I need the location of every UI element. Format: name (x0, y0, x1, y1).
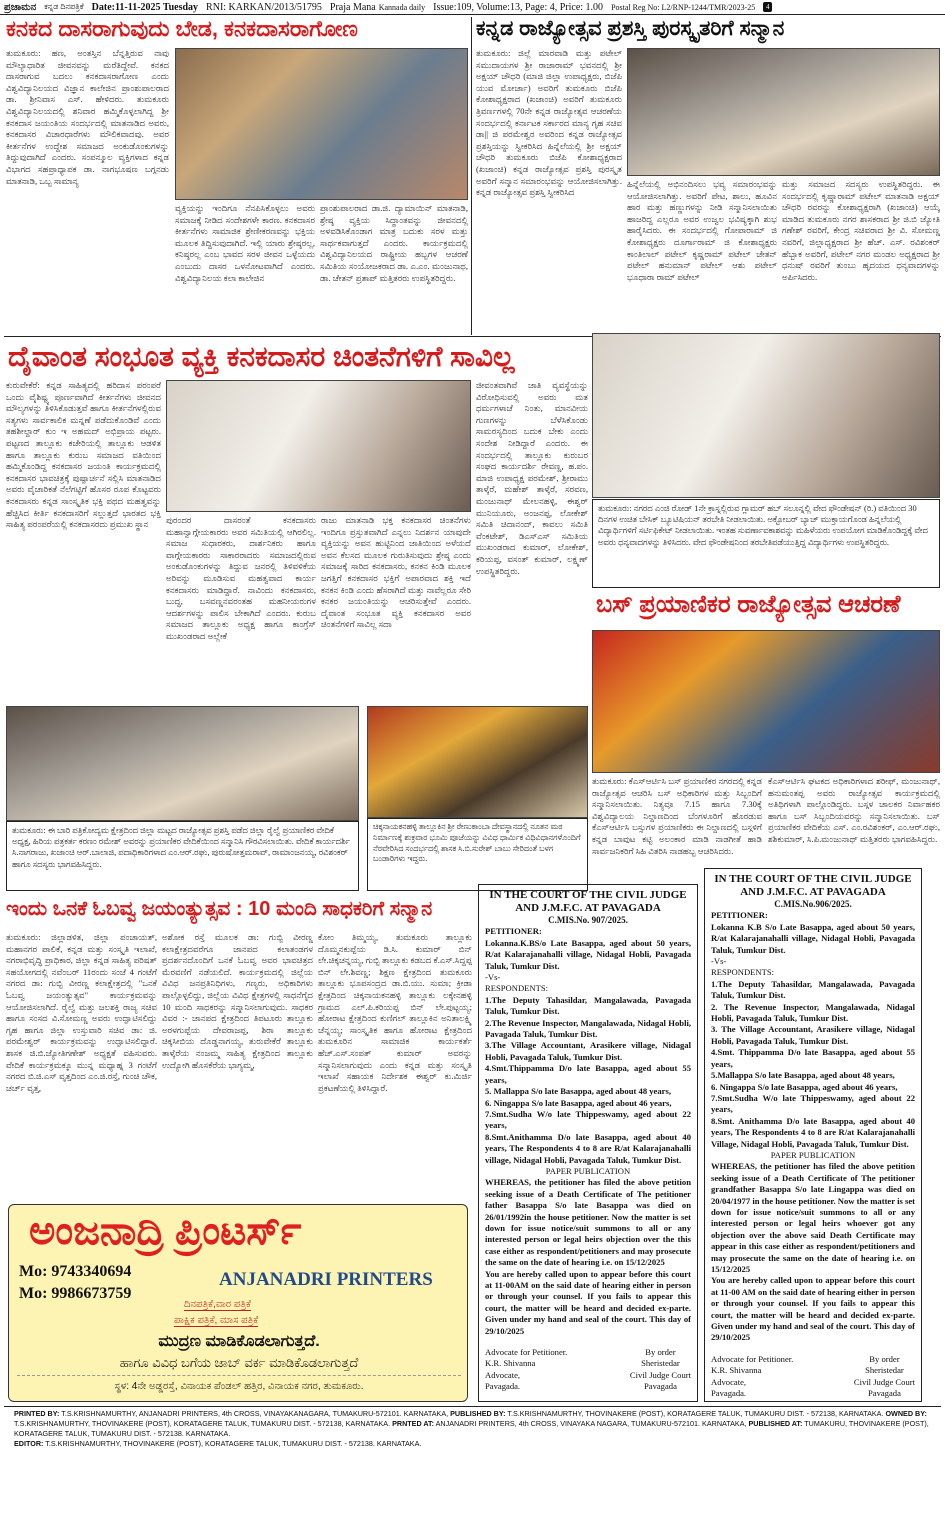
ad-line-fortnightly-monthly: ಪಾಕ್ಷಿಕ ಪತ್ರಿಕೆ, ಮಾಸ ಪತ್ರಿಕೆ (174, 1315, 259, 1326)
notice-petitioner-label: PETITIONER: (485, 926, 542, 937)
notice-respondent: 8.Smt. Anithamma D/o late Basappa, aged about 40 years, The Respondents 4 to 8 are R/at Kalarajanahalli Village, Nidagal Hobli, Pavagada Taluk, Tumkur Dist. (711, 1115, 915, 1149)
story4-headline: ಇಂದು ಒನಕೆ ಓಬವ್ವ ಜಯಂತ್ಯುತ್ಸವ : 10 ಮಂದಿ ಸಾಧಕರಿಗೆ ಸನ್ಮಾನ (6, 898, 433, 920)
notice-petitioner: Lokanna.K.BS/o Late Basappa, aged about 50 years, R/at Kalarajanahalli village, Nidagal Hobli, Pavagada Taluk, Tumkur Dist. (485, 937, 691, 971)
story3-photo (166, 380, 471, 512)
story1-col2: ವ್ಯಕ್ತಿಯನ್ನು ಇಂದಿಗೂ ನೆನಪಿಸಿಕೊಳ್ಳಲು ಅವರು ಸಮಾಜಕ್ಕೆ ನೀಡಿದ ಸಂದೇಶಗಳೇ ಕಾರಣ. ಕನಕದಾಸರ ಕೀರ್ತನೆಗಳು ಸಾಮಾಜಿಕ ಶ್ರೇಣೀಕರಣವನ್ನು ಭಕ್ತಿಯ ಮೂಲಕ ತಿದ್ದಿಸುವುದಾಗಿದೆ. ಇಲ್ಲಿ ಯಾರು ಶ್ರೇಷ್ಠರಲ್ಲ, ಕನಿಷ್ಠರಲ್ಲ ಎಂಬ ಭಾವದ ಸರಳ ಜೀವನ ಒಳ್ಳೆಯದು ಎಂಬುದು ದಾಸರ ಒಳನೋಟವಾಗಿದೆ ಎಂದರು. ವಿಶ್ವವಿದ್ಯಾನಿಲಯ ಕಲಾ ಕಾಲೇಜಿನ (175, 203, 315, 283)
notice-respondent: 1.The Deputy Tahasildar, Mangalawada, Pavagada Taluk, Tumkur Dist. (711, 978, 915, 1001)
notice-respondent: 8.Smt.Anithamma D/o late Basappa, aged about 40 years, The Respondents 4 to 8 are R/at Kalarajanahalli village, Nidagal Hobli, Pavagada Taluk, Tumkur Dist. (485, 1131, 691, 1165)
notice-by-order: By order Sheristedar Civil Judge Court Pavagada (629, 1347, 691, 1392)
footer-editor: T.S.KRISHNAMURTHY, THOVINAKERE (POST), KORATAGERE TALUK, TUMAKURU DIST. - 572138. KARNATAKA. (43, 1439, 422, 1448)
bus-col2: ಕೆಎಸ್ಆರ್ಟಿಸಿ ಘಟಕದ ಅಧಿಕಾರಿಗಳಾದ ಶರೀಫ್, ಮಂಜುನಾಥ್, ಹನುಮಂತಪ್ಪ ಅವರು ರಾಜ್ಯೋತ್ಸವ ಕಾರ್ಯಕ್ರಮದಲ್ಲಿ ಅತಿಥಿಗಳಾಗಿ ಪಾಲ್ಗೊಂಡಿದ್ದರು. ಬಸ್ಗಳ ಚಾಲಕರ ನಿರ್ವಾಹಕರ ಹಾಗೂ ಬಸ್ ಸಿಬ್ಬಂದಿಯವರನ್ನು ಸನ್ಮಾನಿಸಲಾಯಿತು. ಬಸ್ ಪ್ರಯಾಣಿಕರ ವೇದಿಕೆಯ ಎಸ್. ಎಂ.ರವಿಶಂಕರ್, ಎಂ.ಆರ್.ರಘು, ಶಶಿಕುಮಾರ್, ಸಿ.ಪಿ.ಮಂಜುನಾಥ್ ಮತ್ತಿತರರು ಭಾಗವಹಿಸಿದ್ದರು. (768, 776, 940, 844)
footer-published-label: PUBLISHED BY: (450, 1409, 506, 1418)
footer-printed-at-label: PRNTED AT: (392, 1419, 435, 1428)
notice-court-title: IN THE COURT OF THE CIVIL JUDGE AND J.M.F.C. AT PAVAGADA (489, 889, 687, 914)
footer-editor-label: EDITOR: (14, 1439, 44, 1448)
notice-respondents-label: RESPONDENTS: (711, 967, 775, 978)
notice-respondent: 4.Smt. Thippamma D/o late Basappa, aged about 55 years, (711, 1047, 915, 1069)
page-number-icon: 4 (763, 2, 772, 12)
story3-col1: ಕುರುವೇಕೆರೆ: ಕನ್ನಡ ಸಾಹಿತ್ಯದಲ್ಲಿ ಹರಿದಾಸ ಪರಂಪರೆ ಒಂದು ವೈಶಿಷ್ಟ್ಯ ಪೂರ್ಣವಾಗಿದೆ ಕೀರ್ತನೆಗಳು ಜೀವನದ ಮೌಲ್ಯಗಳನ್ನು ತಿಳಿಸಿಕೊಡುತ್ತವೆ ಹಾಗೂ ಕೀರ್ತನೆಗಳಲ್ಲಿರುವ ಸತ್ಯಗಳು ಸಾರ್ವಕಾಲಿಕ ಮನ್ನಣೆ ಪಡೆದುಕೊಂಡಿವೆ ಎಂದು ತಹಶೀಲ್ದಾರ್ ಕುಂ ಇ ಅಹಮದ್ ಅಭಿಪ್ರಾಯ ಪಟ್ಟರು. ಪಟ್ಟಣದ ತಾಲ್ಲೂಕು ಕಚೇರಿಯಲ್ಲಿ ತಾಲ್ಲೂಕು ಆಡಳಿತ ಹಾಗೂ ತಾಲ್ಲೂಕು ಕುರುಬ ಸಮಾಜದ ವತಿಯಿಂದ ಹಮ್ಮಿಕೊಂಡಿದ್ದ ಕನಕದಾಸರ ಜಯಂತಿ ಕಾರ್ಯಕ್ರಮದಲ್ಲಿ ಕನಕದಾಸರ ಭಾವಚಿತ್ರಕ್ಕೆ ಪುಷ್ಪಾರ್ಚನೆ ಸಲ್ಲಿಸಿ ಮಾತನಾಡಿದ ಅವರು ವೈಚಾರಿಕತೆ ನೆಲೆಗಟ್ಟಿಗೆ ಹೊಸರ ರೂಪ ಕೊಟ್ಟವರು ಕನಕದಾಸರು ಕನ್ನಡ ಸಾಂಸ್ಕೃತಿಕ ಭಕ್ತಿ ಪಥದ ಮಹತ್ವವನ್ನು ಹೆಚ್ಚಿಸಿದ ಕೀರ್ತಿ ಕನಕದಾಸರಿಗೆ ಸಲ್ಲುತ್ತದೆ ಭಾರತದ ಭಕ್ತಿ ಸಾಹಿತ್ಯ ಪರಂಪರೆಯಲ್ಲಿ ಕನಕದಾಸರದು ಪ್ರಮುಖ ಸ್ಥಾನ (6, 380, 161, 530)
notice-court-title: IN THE COURT OF THE CIVIL JUDGE AND J.M.F.C. AT PAVAGADA (714, 873, 912, 898)
notice-vs: -Vs- (485, 972, 501, 983)
story2-headline: ಕನ್ನಡ ರಾಜ್ಯೋತ್ಸವ ಪ್ರಶಸ್ತಿ ಪುರಸ್ಕೃತರಿಗೆ ಸನ್ಮಾನ (476, 17, 785, 40)
training-photo (592, 333, 940, 498)
ad-line-jobwork: ಹಾಗೂ ವಿವಿಧ ಬಗೆಯ ಜಾಬ್ ವರ್ಕ ಮಾಡಿಕೊಡಲಾಗುತ್ತದೆ (119, 1355, 359, 1370)
notice-respondent: 2. The Revenue Inspector, Mangalawada, Nidagal Hobli, Pavagada Taluk, Tumkur Dist. (711, 1001, 915, 1024)
story4-col2: ಅಶೋಕ ರಸ್ತೆ ಮೂಲಕ ಡಾ: ಗುಬ್ಬಿ ವೀರಣ್ಣ ಕಲಾಕ್ಷೇತ್ರದವರೆಗೂ ಜಾನಪದ ಕಲಾತಂಡಗಳ ಪ್ರದರ್ಶನದೊಂದಿಗೆ ಒನಕೆ ಓಬವ್ವ ಅವರ ಭಾವಚಿತ್ರದ ಮೆರವಣಿಗೆ ನಡೆಯಲಿದೆ. ಕಾರ್ಯಕ್ರಮದಲ್ಲಿ ಜಿಲ್ಲೆಯ ವಿವಿಧ ಜನಪ್ರತಿನಿಧಿಗಳು, ಗಣ್ಯರು, ಅಧಿಕಾರಿಗಳು ಪಾಲ್ಗೊಳ್ಳಲಿದ್ದು, ಜಿಲ್ಲೆಯ ವಿವಿಧ ಕ್ಷೇತ್ರಗಳಲ್ಲಿ ಸಾಧನೆಗೈದ 10 ಮಂದಿ ಸಾಧಕರನ್ನು ಸನ್ಮಾನಿಸಲಾಗುವುದು. ಸಾಧಕರ ವಿವರ :- ಜಾನಪದ ಕ್ಷೇತ್ರದಿಂದ ತಿಪಟೂರು ತಾಲ್ಲೂಕು ಅರಳಗುಪ್ಪೆಯ ದೇವರಾಜಪ್ಪ, ಶಿರಾ ತಾಲ್ಲೂಕು ಚಿಕ್ಕಸೀಬಿಯ ದೊಡ್ಡನಾಗಯ್ಯ, ತುರುವೇಕೆರೆ ತಾಲ್ಲೂಕು ತಾಳ್ಕೆರೆಯ ನಂಜಮ್ಮ ಸಾಹಿತ್ಯ ಕ್ಷೇತ್ರದಿಂದ ತಾಲ್ಲೂಕು ಉದ್ಯೋಗಿ ಹೊಸಕೆರೆಯ ಭಾಗ್ಯಮ್ಮ, (162, 932, 313, 1070)
notice-advocate: Advocate for Petitioner. K.R. Shivanna Advocate, Pavagada. (711, 1353, 794, 1399)
rni-number: RNI: KARKAN/2013/51795 (206, 1, 322, 13)
anjanadri-printers-ad (8, 1204, 468, 1402)
footer-printed-label: PRINTED BY: (14, 1409, 60, 1418)
notice-respondent: 7.Smt.Sudha W/o late Thippeswamy, aged about 22 years, (711, 1092, 915, 1115)
notice-respondent: 5. Mallappa S/o late Basappa, aged about 48 years, (485, 1086, 671, 1097)
footer-owned-label: OWNED BY: (885, 1409, 927, 1418)
notice-signatures (485, 1347, 691, 1393)
column-divider (471, 17, 472, 335)
story3-col3: ರಾಜು ಮಾತನಾಡಿ ಭಕ್ತ ಕನಕದಾಸರ ಚಿಂತನೆಗಳು ಇಂದಿಗೂ ಪ್ರಸ್ತುತವಾಗಿದೆ ಎನ್ನಲು ನಿದರ್ಶನ ಯಾವುದೇ ವ್ಯಕ್ತಿಯನ್ನು ಅವನ ಹುಟ್ಟಿನಿಂದ ಜಾತಿಯಿಂದ ಅಳೆಯದೆ ಅವನ ಕೆಲಸದ ಮೂಲಕ ಗುರುತಿಸುವುದು ಶ್ರೇಷ್ಠ ಎಂದು ಸಮಾಜಕ್ಕೆ ಸಾರಿದ ಕನಕದಾಸರು, ಕನಕನ ಕಿಂಡಿ ಮೂಲಕ ಜಗತ್ತಿಗೆ ಕನಕದಾಸರ ಭಕ್ತಿಗೆ ಅಪಾರವಾದ ಶಕ್ತಿ ಇದೆ ಕನಕನ ಕಿಂಡಿ ಎಂದು ಹೆಸರಾಗಿದೆ ಮತ್ತು ನಾವೆಲ್ಲರೂ ಸೇರಿ ಕನಕರ ಜಯಂತಿಯನ್ನು ಆಚರಿಸುತ್ತೇವೆ ಎಂದರು. ದೈವಾಂತ ಸಂಭೂತ ವ್ಯಕ್ತಿ ಕನಕದಾಸರ ಅವರ ಚಿಂತನೆಗಳಿಗೆ ಸಾವಿಲ್ಲ ಸದಾ (321, 515, 471, 630)
ad-address: ಸ್ಥಳ: 4ನೇ ಅಡ್ಡರಸ್ತೆ, ವಿನಾಯಕ ಪೆಂಡಲ್ ಹತ್ತಿರ, ವಿನಾಯಕ ನಗರ, ತುಮಕೂರು. (114, 1381, 364, 1392)
story4-col1: ತುಮಕೂರು: ಜಿಲ್ಲಾಡಳಿತ, ಜಿಲ್ಲಾ ಪಂಚಾಯತ್, ಮಹಾನಗರ ಪಾಲಿಕೆ, ಕನ್ನಡ ಮತ್ತು ಸಂಸ್ಕೃತಿ ಇಲಾಖೆ, ನಗರಾಭಿವೃದ್ಧಿ ಪ್ರಾಧಿಕಾರ, ಜಿಲ್ಲಾ ಕನ್ನಡ ಸಾಹಿತ್ಯ ಪರಿಷತ್ ಸಹಯೋಗದಲ್ಲಿ ನವೆಂಬರ್ 11ರಂದು ಸಂಜೆ 4 ಗಂಟೆಗೆ ನಗರದ ಡಾ: ಗುಬ್ಬಿ ವೀರಣ್ಣ ಕಲಾಕ್ಷೇತ್ರದಲ್ಲಿ "ಒನಕೆ ಓಬವ್ವ ಜಯಂತ್ಯುತ್ಸವ" ಕಾರ್ಯಕ್ರಮವನ್ನು ಆಯೋಜಿಸಲಾಗಿದೆ. ರೈಲ್ವೆ ಮತ್ತು ಜಲಶಕ್ತಿ ರಾಜ್ಯ ಸಚಿವ ಹಾಗೂ ಸಂಸದ ವಿ.ಸೋಮಣ್ಣ ಅವರು ಉದ್ಘಾಟಿಸಲಿದ್ದು ಗೃಹ ಹಾಗೂ ಜಿಲ್ಲಾ ಉಸ್ತುವಾರಿ ಸಚಿವ ಡಾ: ಜಿ. ಪರಮೇಶ್ವರ್ ಕಾರ್ಯಕ್ರಮವನ್ನು ಉದ್ಘಾಟಿಸಲಿದ್ದಾರೆ. ಶಾಸಕ ಜಿ.ಬಿ.ಜ್ಯೋತಿಗಣೇಶ್ ಅಧ್ಯಕ್ಷತೆ ವಹಿಸುವರು. ವೇದಿಕೆ ಕಾರ್ಯಕ್ರಮಕ್ಕೂ ಮುನ್ನ ಮಧ್ಯಾಹ್ನ 3 ಗಂಟೆಗೆ ನಗರದ ಬಿ.ಜಿ.ಎಸ್ ವೃತ್ತದಿಂದ ಎಂ.ಜಿ.ರಸ್ತೆ, ಗುಂಚಿ ಚೌಕ, ಚರ್ಚ್ ವೃತ್ತ, (6, 932, 157, 1093)
issue-date: Date:11-11-2025 Tuesday (91, 1, 199, 13)
notice-petitioner-label: PETITIONER: (711, 910, 768, 921)
bus-headline: ಬಸ್ ಪ್ರಯಾಣಿಕರ ರಾಜ್ಯೋತ್ಸವ ಆಚರಣೆ (596, 592, 901, 618)
story4-col3: ಕೋಂ ತಿಮ್ಮಯ್ಯ, ತುಮಕೂರು ತಾಲ್ಲೂಕು ದೊಮ್ಮನಕುಪ್ಪೆಯ ಡಿ.ಸಿ. ಕುಮಾರ್ ಬಿನ್ ಲೇ.ಚಿಕ್ಕಚನ್ನಯ್ಯ, ಗುಬ್ಬಿ ತಾಲ್ಲೂಕು ಕಡಬದ ಕೆ.ಎಸ್.ಸಿದ್ದಪ್ಪ ಬಿನ್ ಲೇ.ಶಿವಣ್ಣ; ಶಿಕ್ಷಣ ಕ್ಷೇತ್ರದಿಂದ ತುಮಕೂರು ತಾಲ್ಲೂಕು ಭೂಪಸಂದ್ರದ ಡಾ.ಬಿ.ಯು. ಸುಮಾ; ಕ್ರೀಡಾ ಕ್ಷೇತ್ರದಿಂದ ಚಿಕ್ಕನಾಯಕನಹಳ್ಳಿ ತಾಲ್ಲೂಕು ಲಕ್ಕೇನಹಳ್ಳಿ ಗ್ರಾಮದ ಎಲ್.ಪಿ.ಕರಿಯಪ್ಪ ಬಿನ್ ಲೇ.ಪುಟ್ಟಯ್ಯ; ಹೋರಾಟ ಕ್ಷೇತ್ರದಿಂದ ಕುಣಿಗಲ್ ತಾಲ್ಲೂಕಿನ ಅನಿತಾಲಕ್ಷ್ಮಿ ಚೆನ್ನಯ್ಯ; ಸಾಂಸ್ಕೃತಿಕ ಹಾಗೂ ಹೋರಾಟ ಕ್ಷೇತ್ರದಿಂದ ತುಮಕೂರಿನ ಸಾಮಾಜಿಕ ಕಾರ್ಯಕರ್ತೆ ಹೆಚ್.ಎಸ್.ಸಂಪತ್ ಕುಮಾರ್ ಅವರನ್ನು ಸನ್ಮಾನಿಸಲಾಗುವುದು ಎಂದು ಕನ್ನಡ ಮತ್ತು ಸಂಸ್ಕೃತಿ ಇಲಾಖೆ ಸಹಾಯಕ ನಿರ್ದೇಶಕ ಈಶ್ವರ್ ಕು.ಮಿರ್ಜಿ ಪ್ರಕಟಣೆಯಲ್ಲಿ ತಿಳಿಸಿದ್ದಾರೆ. (318, 932, 472, 1093)
story2-col1: ತುಮಕೂರು: ಜಿಲ್ಲೆ ಮಾರವಾಡಿ ಮತ್ತು ಪಟೇಲ್ ಸಮುದಾಯಗಳ ಶ್ರೀ ರಾಜಾರಾಮ್ ಭವನದಲ್ಲಿ ಶ್ರೀ ಅಕ್ಷಯ್ ಚೌಧರಿ (ಮಾಜಿ ಜಿಲ್ಲಾ ಉಪಾಧ್ಯಕ್ಷರು, ಬಿಜೆಪಿ ಯುವ ಮೋರ್ಚಾ) ಅವರಿಗೆ ತುಮಕೂರು ಬಿಜೆಪಿ ಕೋಶಾಧ್ಯಕ್ಷರಾದ (ಖಜಾಂಚಿ) ಅವರಿಗೆ ತುಮಕೂರು ತ್ರಿವರ್ಣಗಳಲ್ಲಿ 70ನೇ ಕನ್ನಡ ರಾಜ್ಯೋತ್ಸವ ಆಚರಣೆಯ ಸಂದರ್ಭದಲ್ಲಿ ಕರ್ನಾಟಕ ಸರ್ಕಾರದ ಮಾನ್ಯ ಗೃಹ ಸಚಿವ ಡಾ|| ಜಿ ಪರಮೇಶ್ವರ ಅವರಿಂದ ಕನ್ನಡ ರಾಜ್ಯೋತ್ಸವ ಪ್ರಶಸ್ತಿಯನ್ನು ಸ್ವೀಕರಿಸಿದ ಹಿನ್ನೆಲೆಯಲ್ಲಿ ಶ್ರೀ ಅಕ್ಷಯ್ ಚೌಧರಿ ತುಮಕೂರು ಬಿಜೆಪಿ ಕೋಶಾಧ್ಯಕ್ಷರಾದ (ಖಜಾಂಚಿ) ಕನ್ನಡ ರಾಜ್ಯೋತ್ಸವ ಪ್ರಶಸ್ತಿ ಪುರಸ್ಕೃತ ಅವರಿಗೆ ಸನ್ಮಾನ ಸಮಾರಂಭವನ್ನು ಆಯೋಜಿಸಲಾಗಿತ್ತು. ಕನ್ನಡ ರಾಜ್ಯೋತ್ಸವ ಪ್ರಶಸ್ತಿ ಸ್ವೀಕರಿಸಿದ (476, 48, 622, 198)
paper-name: Praja Mana (329, 1, 376, 13)
notice-case-number: C.MIS.No.906/2025. (774, 899, 852, 909)
footer-printed: T.S.KRISHNAMURTHY, ANJANADRI PRINTERS, 4th CROSS, VINAYAKANAGARA, TUMAKURU-572101. KARNATAKA, (59, 1409, 451, 1418)
notice-respondent: 6. Ningappa S/o late Basappa, aged about 46 years, (711, 1081, 898, 1092)
notice-publication-label: PAPER PUBLICATION (770, 1149, 856, 1160)
footer-published-at: TUMAKURU, THOVINAKERE (POST), KORATAGERE TALUK, TUMAKURU DIST. - 572138. KARNATAKA. (14, 1419, 929, 1438)
ad-line-printing: ಮುದ್ರಣ ಮಾಡಿಕೊಡಲಾಗುತ್ತದೆ. (158, 1333, 320, 1350)
notice-respondent: 1.The Deputy Tahasildar, Mangalawada, Pavagada Taluk, Tumkur Dist. (485, 994, 691, 1017)
notice-respondent: 5.Mallappa S/o late Basappa, aged about 48 years, (711, 1070, 895, 1081)
notice-advocate: Advocate for Petitioner. K.R. Shivanna Advocate, Pavagada. (485, 1347, 568, 1392)
notice-respondent: 3.The Village Accountant, Arasikere village, Nidagal Hobli, Pavagada Taluk, Tumkur Dist. (485, 1040, 691, 1062)
paper-logo-subtitle: ಕನ್ನಡ ದಿನಪತ್ರಿಕೆ (44, 2, 84, 11)
ad-divider (17, 1375, 461, 1376)
notice-whereas: WHEREAS, the petitioner has filed the above petition seeking issue of a Death Certificate of The petitioner grandfather Basappa S/o late Lingappa was died on 20/04/1977 in the house petitioner. Now the matter is set down for issue notice/suit summons to all or any interested person or legal heirs whoever got any objection over the above said Death Certificate may appear in this case either as respondent/petitioners and may prosecute the same on the date of hearing i.e. on 15/12/2025 (711, 1161, 915, 1274)
ad-title-english: ANJANADRI PRINTERS (219, 1269, 433, 1290)
notice-petitioner: Lokanna K.B S/o Late Basappa, aged about 50 years, R/at Kalarajanahalli village, Nidagal Hobli, Pavagada Taluk, Tumkur Dist. (711, 921, 915, 955)
story2-photo (627, 48, 940, 176)
story1-col1: ತುಮಕೂರು: ಹಣ, ಅಂತಸ್ತಿನ ಬೆನ್ನತ್ತಿರುವ ನಾವು ಮೌಲ್ಯಾಧಾರಿತ ಜೀವನವನ್ನು ಮರೆತಿದ್ದೇವೆ. ಕನಕದ ದಾಸರಾಗುವ ಬದಲು ಕನಕದಾಸರಾಗೋಣ ಎಂದು ವಿಶ್ವವಿದ್ಯಾನಿಲಯದ ವಿಜ್ಞಾನ ಕಾಲೇಜಿನ ಪ್ರಾಂಶುಪಾಲರಾದ ಡಾ. ಶ್ರೀನಿವಾಸ ಎಸ್. ಹೇಳಿದರು. ತುಮಕೂರು ವಿಶ್ವವಿದ್ಯಾನಿಲಯದಲ್ಲಿ ಶನಿವಾರ ಹಮ್ಮಿಕೊಳ್ಳಲಾಗಿದ್ದ ಶ್ರೀ ಕನಕದಾಸ ಜಯಂತಿಯ ಸಂದರ್ಭದಲ್ಲಿ ಮಾತನಾಡಿದ ಅವರು, ಕನಕದಾಸರ ವಿಚಾರಧಾರೆಗಳು ಮೌಲಿಕವಾದವು. ಅವರ ಕೀರ್ತನೆಗಳ ಉದ್ದೇಶ ಸಮಾಜದ ಅಂಕುಡೊಂಕುಗಳನ್ನು ತಿದ್ದುವುದಾಗಿದೆ ಎಂದರು. ಸಂಪನ್ಮೂಲ ವ್ಯಕ್ತಿಗಳಾದ ಕನ್ನಡ ವಿಭಾಗದ ಸಹಪ್ರಾಧ್ಯಾಪಕ ಡಾ. ನಾಗಭೂಷಣ ಬಗ್ಗನಡು ಮಾತನಾಡಿ, ಒಬ್ಬ ಸಾಮಾನ್ಯ (6, 48, 169, 186)
story1-photo (175, 48, 468, 200)
story1-col3: ಪ್ರಾಂಶುಪಾಲರಾದ ಡಾ.ಜಿ. ದ್ಯಾಮಾಯಿನ್ ಮಾತನಾಡಿ, ಶ್ರೇಷ್ಠ ವ್ಯಕ್ತಿಯ ಸಿದ್ಧಾಂತವನ್ನು ಜೀವನದಲ್ಲಿ ಅಳವಡಿಸಿಕೊಂಡಾಗ ಮಾತ್ರ ಬದುಕು ಸರಳ ಮತ್ತು ಸಾರ್ಥಕವಾಗುತ್ತದೆ ಎಂದರು. ಕಾರ್ಯಕ್ರಮದಲ್ಲಿ ವಿಶ್ವವಿದ್ಯಾನಿಲಯದ ರಾಷ್ಟ್ರೀಯ ಹಬ್ಬಗಳ ಆಚರಣೆ ಸಮಿತಿಯ ಸಂಯೋಜಕರಾದ ಡಾ. ಎ.ಎಂ. ಮಂಜುನಾಥ, ಡಾ. ಚೇತನ್ ಪ್ರತಾಪ್ ಮತ್ತಿತರರು ಉಪಸ್ಥಿತರಿದ್ದರು. (320, 203, 468, 283)
bus-photo (592, 630, 940, 773)
story1-headline: ಕನಕದ ದಾಸರಾಗುವುದು ಬೇಡ, ಕನಕದಾಸರಾಗೋಣ (6, 17, 358, 41)
training-caption: ತುಮಕೂರು: ನಗರದ ಎಂಜಿ ರೋಡ್ 1ನೇ ಕ್ರಾಸ್ನಲ್ಲಿರುವ ಗ್ಲಾಮರ್ ಹಬ್ ಸಲೂನ್ನಲ್ಲಿ ವೇದ ಫೌಂಡೇಷನ್ (ರಿ.) ವತಿಯಿಂದ 30 ದಿನಗಳ ಉಚಿತ ಬೇಸಿಕ್ ಬ್ಯೂಟಿಷಿಯನ್ ತರಬೇತಿ ನೀಡಲಾಯಿತು. ಅಕ್ಟೋಬರ್ ಬ್ಯಾಚ್ ಮುಕ್ತಾಯಗೊಂಡ ಹಿನ್ನಲೆಯಲ್ಲಿ ವಿದ್ಯಾರ್ಥಿಗಳಿಗೆ ಸರ್ಟಿಫಿಕೇಟ್ ನೀಡಲಾಯಿತು. ಇಂತಹ ಸುವರ್ಣಾವಕಾಶವನ್ನು ಮಹಿಳೆಯರು ಉಪಯೋಗ ಮಾಡಿಕೊಂಡಿದ್ದಕ್ಕೆ ವೇದ ಅವರು ಧನ್ಯವಾದಗಳನ್ನು ತಿಳಿಸಿದರು. ವೇದ ಫೌಂಡೇಷನಿಂದ ತರಬೇತಿಪಡೆಯುತ್ತಿದ್ದ ವಿದ್ಯಾರ್ಥಿಗಳು ಉಪಸ್ಥಿತರಿದ್ದರು. (592, 499, 940, 588)
court-notice-906 (704, 868, 922, 1402)
postal-reg: Postal Reg No: L2/RNP-1244/TMR/2023-25 (611, 2, 756, 12)
masthead (0, 0, 945, 15)
footer-owned: T.S.KRISHNAMURTHY, THOVINAKERE (POST), KORATAGERE TALUK, TUMAKURU DIST. - 572138, KARNATAKA. (14, 1419, 393, 1428)
paper-subtitle: Kannada daily (378, 2, 426, 12)
story3-headline: ದೈವಾಂತ ಸಂಭೂತ ವ್ಯಕ್ತಿ ಕನಕದಾಸರ ಚಿಂತನೆಗಳಿಗೆ ಸಾವಿಲ್ಲ (8, 342, 515, 372)
footer-published-at-label: PUBLISHED AT: (748, 1419, 803, 1428)
ad-phone-2: Mo: 9986673759 (19, 1285, 132, 1302)
notice-summons: You are hereby called upon to appear before this court at 11-00AM on the said date of hearing either in person or through your counsel. If you fails to appear this court, the matter will be heard and decided ex-parte. Given under my hand and seal of the court. This day of 29/10/2025 (485, 1268, 691, 1336)
notice-respondent: 4.Smt.Thippamma D/o late Basappa, aged about 55 years, (485, 1063, 691, 1085)
notice-respondent: 7.Smt.Sudha W/o late Thippeswamy, aged about 22 years, (485, 1108, 691, 1131)
story3-col4: ಜೀವಂತವಾಗಿವೆ ಜಾತಿ ವ್ಯವಸ್ಥೆಯನ್ನು ವಿರೋಧಿಸುವಲ್ಲಿ ಅವರು ಮತ ಧರ್ಮಗಳಾಚೆ ನಿಂತು, ಮಾನವೀಯ ಗುಣಗಳನ್ನು ಬೆಳೆಸಿಕೊಂಡು ಸಾಮರಸ್ಯದಿಂದ ಬದುಕ ಬೇಕು ಎಂದು ಸಂದೇಶ ನೀಡಿದ್ದಾರೆ ಎಂದರು. ಈ ಸಂದರ್ಭದಲ್ಲಿ ತಾಲ್ಲೂಕು ಕುರುಬರ ಸಂಘದ ಕಾರ್ಯದರ್ಶಿ ರೇವಣ್ಣ, ಹ.ಪಂ. ಮಾಜಿ ಉಪಾಧ್ಯಕ್ಷ ಪರಮೇಶ್, ಶ್ರೀರಾಮು ತಾಳ್ಕೆರೆ, ಮಹೇಶ್ ತಾಳ್ಕೆರೆ, ಸರವಣ, ಮಂಜುನಾಥ್ ಮೇಲನಹಳ್ಳಿ, ಈಶ್ವರ್ ಮುನಿಯೂರು, ಅಂಜನಪ್ಪ, ಲೋಕೇಶ್ ಸಮಿತಿ ಚಿದಾನಂದ್, ಕಾವಲು ಸಮಿತಿ ವೆಂಕಟೇಶ್, ಡಿಎಸ್ಎಸ್ ಸಮಿತಿಯ ಮುಖಂಡರಾದ ಕುಮಾರ್, ಲೋಕೇಶ್, ಕರಿಯಪ್ಪ, ವಸಂತ್ ಕುಮಾರ್, ಲಕ್ಷ್ಮಣ್ ಉಪಸ್ಥಿತರಿದ್ದರು. (476, 380, 588, 576)
ad-line-daily-weekly: ದಿನಪತ್ರಿಕೆ,ವಾರ ಪತ್ರಿಕೆ (184, 1299, 251, 1310)
footer-divider (4, 1406, 941, 1407)
imprint-footer (14, 1409, 934, 1453)
notice-by-order: By order Sheristedar Civil Judge Court Pavagada (853, 1353, 915, 1399)
ad-phone-1: Mo: 9743340694 (19, 1263, 132, 1280)
notice-respondent: 2.The Revenue Inspector, Mangalawada, Nidagal Hobli, Pavagada Taluk, Tumkur Dist. (485, 1017, 691, 1040)
notice-summons: You are hereby called upon to appear before this court at 11-00 AM on the said date of hearing either in person or through your counsel. If you fails to appear this court, the matter will be heard and decided ex-parte. Given under my hand and seal of the court. This day of 29/10/2025 (711, 1275, 915, 1343)
story2-col2: ಹಿನ್ನೆಲೆಯಲ್ಲಿ ಅಭಿನಂದಿಸಲು ಭವ್ಯ ಸಮಾರಂಭವನ್ನು ಆಯೋಜಿಸಲಾಗಿತ್ತು. ಅವರಿಗೆ ಪೇಟ, ಶಾಲು, ಹೂವಿನ ಹಾರ ಮತ್ತು ಹಣ್ಣುಗಳನ್ನು ನೀಡಿ ಸನ್ಮಾನಿಸಲಾಯಿತು ಹಾಜರಿದ್ದ ಎಲ್ಲರೂ ಅವರ ಉಜ್ವಲ ಭವಿಷ್ಯಕ್ಕಾಗಿ ಶುಭ ಹಾರೈಸಿದರು. ಈ ಸಂದರ್ಭದಲ್ಲಿ ಗೋಪಾರಾಮ್ ಜಿ ಕೋಶಾಧ್ಯಕ್ಷರು ದೂರ್ಗಾರಾಮ್ ಜಿ ಕೋಶಾಧ್ಯಕ್ಷರು ಕಾಂತಿಲಾಲ್ ಪಟೇಲ್ ಕೃಷ್ಣರಾಮ್ ಪಟೇಲ್ ಚೇತನ್ ಪಟೇಲ್ ಹನುಮಾನ್ ಪಟೇಲ್ ಆಶು ಪಟೇಲ್ ಭೂಧಾರಾ ರಾಮ್ ಪಟೇಲ್ (627, 179, 777, 282)
footer-published: T.S.KRISHNAMURTHY, THOVINAKERE (POST), KORATAGERE TALUK, TUMAKURU DIST. - 572138, KARNATAKA. (505, 1409, 886, 1418)
notice-respondent: 3. The Village Accountant, Arasikere village, Nidagal Hobli, Pavagada Taluk, Tumkur Dist. (711, 1024, 915, 1046)
notice-whereas: WHEREAS, the petitioner has filed the above petition seeking issue of a Death Certificate of The petitioner father Basappa S/o late Basappa was died on 26/01/1992in the house petitioner. Now the matter is set down for issue notice/suit summons to all or any interested person or legal heirs objection over the this case either as respondent/petitioners and may prosecute the same on the date of hearing i.e. on 15/12/2025 (485, 1177, 691, 1268)
notice-signatures (711, 1354, 915, 1400)
notice-publication-label: PAPER PUBLICATION (545, 1165, 631, 1176)
ad-title-kannada: ಅಂಜನಾದ್ರಿ ಪ್ರಿಂಟರ್ಸ್ (29, 1209, 302, 1253)
karanam-photo (6, 706, 359, 821)
footer-printed-at: ANJANADRI PRINTERS, 4th CROSS, VINAYAKA NAGARA, TUMAKURU-572101. KARNATAKA, (434, 1419, 749, 1428)
notice-respondents-label: RESPONDENTS: (485, 983, 549, 994)
court-notice-907 (478, 884, 698, 1402)
temple-photo (367, 706, 588, 818)
bus-col1: ತುಮಕೂರು: ಕೆಎಸ್ಆರ್ಟಿಸಿ ಬಸ್ ಪ್ರಯಾಣಿಕರ ನಗರದಲ್ಲಿ ಕನ್ನಡ ರಾಜ್ಯೋತ್ಸವ ಆಚರಿಸಿ ಬಸ್ ಅಧಿಕಾರಿಗಳ ಮತ್ತು ಸಿಬ್ಬಂದಿಗೆ ಸನ್ಮಾನಿಸಲಾಯಿತು. ನಿತ್ಯವೂ 7.15 ಹಾಗೂ 7.30ಕ್ಕೆ ವಿಶ್ವವಿದ್ಯಾಲಯ ನಿಲ್ದಾಣದಿಂದ ಬೆಂಗಳೂರಿಗೆ ಹೊರಡುವ ಕೆಎಸ್ಆರ್ಟಿಸಿ ಬಸ್ಸುಗಳ ಪ್ರಯಾಣಿಕರು ಈ ನಿಲ್ದಾಣದಲ್ಲಿ ಬಸ್ಗಳಿಗೆ ಕನ್ನಡ ಬಾವುಟ ಕಟ್ಟಿ ಅಲಂಕಾರ ಮಾಡಿ ನಾಡಗೀತೆ ಹಾಡಿ ಸಾರ್ವಜನಿಕರಿಗೆ ಸಿಹಿ ವಿತರಿಸಿ ನಾಡಹಬ್ಬ ಆಚರಿಸಿದರು. (592, 776, 762, 856)
notice-case-number: C.MIS.No. 907/2025. (548, 915, 628, 925)
notice-vs: -Vs- (711, 956, 727, 967)
notice-respondent: 6. Ningappa S/o late Basappa, aged about 46 years, (485, 1097, 672, 1108)
temple-caption: ಚಿಕ್ಕನಾಯಕನಹಳ್ಳಿ ತಾಲ್ಲೂಕಿನ ಶ್ರೀ ರೇಣುಕಾಂಬಾ ದೇವಸ್ಥಾನದಲ್ಲಿ ನೂತನ ಮಠ ನಿರ್ಮಾಣಕ್ಕೆ ಶುಕ್ರವಾರ ಭೂಮಿ ಪೂಜೆಯನ್ನು ವಿವಿಧ ಧಾರ್ಮಿಕ ವಿಧಿವಿಧಾನಗಳೊಂದಿಗೆ ನೆರವೇರಿಸಿದ ಸಂದರ್ಭದಲ್ಲಿ ಶಾಸಕ ಸಿ.ಬಿ.ಸುರೇಶ್ ಬಾಬು ಸೇರಿದಂತೆ ಬಳಗ ಬಂಡಾರಿಗಳು ಇದ್ದರು. (367, 818, 588, 891)
issue-info: Issue:109, Volume:13, Page: 4, Price: 1.00 (433, 1, 604, 13)
karanam-caption: ತುಮಕೂರು: ಈ ಬಾರಿ ಪತ್ರಿಕೋದ್ಯಮ ಕ್ಷೇತ್ರದಿಂದ ಜಿಲ್ಲಾ ಮಟ್ಟದ ರಾಜ್ಯೋತ್ಸವ ಪ್ರಶಸ್ತಿ ಪಡೆದ ಜಿಲ್ಲಾ ರೈಲ್ವೆ ಪ್ರಯಾಣಿಕರ ವೇದಿಕೆ ಅಧ್ಯಕ್ಷ, ಹಿರಿಯ ಪತ್ರಕರ್ತ ಕರಣಂ ರಮೇಶ್ ಅವರನ್ನು ಪ್ರಯಾಣಿಕರ ವೇದಿಕೆಯಿಂದ ಸನ್ಮಾನಿಸಿ ಗೌರವಿಸಲಾಯಿತು. ವೇದಿಕೆ ಕಾರ್ಯದರ್ಶಿ ಸಿ.ನಾಗರಾಜು, ಖಜಾಂಚಿ ಆರ್.ಬಾಲಾಜಿ, ಪದಾಧಿಕಾರಿಗಳಾದ ಎಂ.ಆರ್.ರಘು, ಪುರುಷೋತ್ತಮರಾವ್, ರಾಮಾಂಜನಯ್ಯ, ರವಿಶಂಕರ್ ಹಾಗೂ ಸದಸ್ಯರು ಭಾಗವಹಿಸಿದ್ದರು. (6, 821, 359, 891)
story2-col3: ಮತ್ತು ಸಮಾಜದ ಸದಸ್ಯರು ಉಪಸ್ಥಿತರಿದ್ದರು. ಈ ಸಂದರ್ಭದಲ್ಲಿ ಕೃಷ್ಣಾರಾಮ್ ಪಟೇಲ್ ಮಾತನಾಡಿ ಅಕ್ಷಯ್ ಚೌಧರಿ ರವರನ್ನು ಕೋಶಾಧ್ಯಕ್ಷರಾಗಿ (ಖಜಾಂಚಿ) ಆಯ್ಕೆ ಮಾಡಿದ ತುಮಕೂರು ನಗರ ಶಾಸಕರಾದ ಶ್ರೀ ಜಿ.ಬಿ ಜ್ಯೋತಿ ಗಣೇಶ್ ರವರಿಗೆ, ಕೇಂದ್ರ ಸಚಿವರಾದ ಶ್ರೀ ವಿ. ಸೋಮಣ್ಣ ನವರಿಗೆ, ಜಿಲ್ಲಾಧ್ಯಕ್ಷರಾದ ಶ್ರೀ ಹೆಚ್. ಎಸ್. ರವಿಶಂಕರ್ ಹೆಬ್ಬಾಕ ಅವರಿಗೆ, ಪಟೇಲ್ ನಗರ ಮಂಡಲ ಅಧ್ಯಕ್ಷರಾದ ಶ್ರೀ ಧನುಷ್ ರವರಿಗೆ ತುಂಬು ಹೃದಯದ ಧನ್ಯವಾದಗಳನ್ನು ಅರ್ಪಿಸಿದರು. (782, 179, 940, 282)
story3-col2: ಪುರಂದರ ದಾಸರಂತೆ ಕನಕದಾಸರು ಮಹಾನ್ವಾಗ್ಗೇಯಕಾರರು ಅವರ ಸಮಿತಿಯಲ್ಲಿ ಆಗಿರಲಿಲ್ಲ. ಸಮಾಜ ಸುಧಾರಕರು, ದಾರ್ಶನಿಕರು ಹಾಗೂ ವಾಗ್ಗೇಯಕಾರರು ಸಾಕಾರರಾದರು ಸಮಾಜದಲ್ಲಿರುವ ಅಂಕುಡೊಂಕುಗಳನ್ನು ತಿದ್ದುವ ಜನರಲ್ಲಿ ತಿಳಿವಳಿಕೆಯ ಅರಿವನ್ನು ಮೂಡಿಸುವ ಮಹತ್ವವಾದ ಕಾರ್ಯ ಕನಕದಾಸರು ಮಾಡಿದ್ದಾರೆ. ನಾವಿಂದು ಕನಕದಾಸರು, ಬುದ್ಧ, ಬಸವಣ್ಣನವರಂತಹ ಮಹನೀಯರುಗಳ ಆದರ್ಶಗಳನ್ನು ಪಾಲಿಸ ಬೇಕಾಗಿದೆ ಎಂದರು. ಕುರುಬ ಸಮಾಜದ ತಾಲ್ಲೂಕು ಅಧ್ಯಕ್ಷ ಹಾಗೂ ಕಾಂಗ್ರೆಸ್ ಮುಖಂಡರಾದ ಅಲ್ಲೇಕೆ (166, 515, 316, 641)
paper-logo: ಪ್ರಜಾಮನ (4, 1, 37, 13)
